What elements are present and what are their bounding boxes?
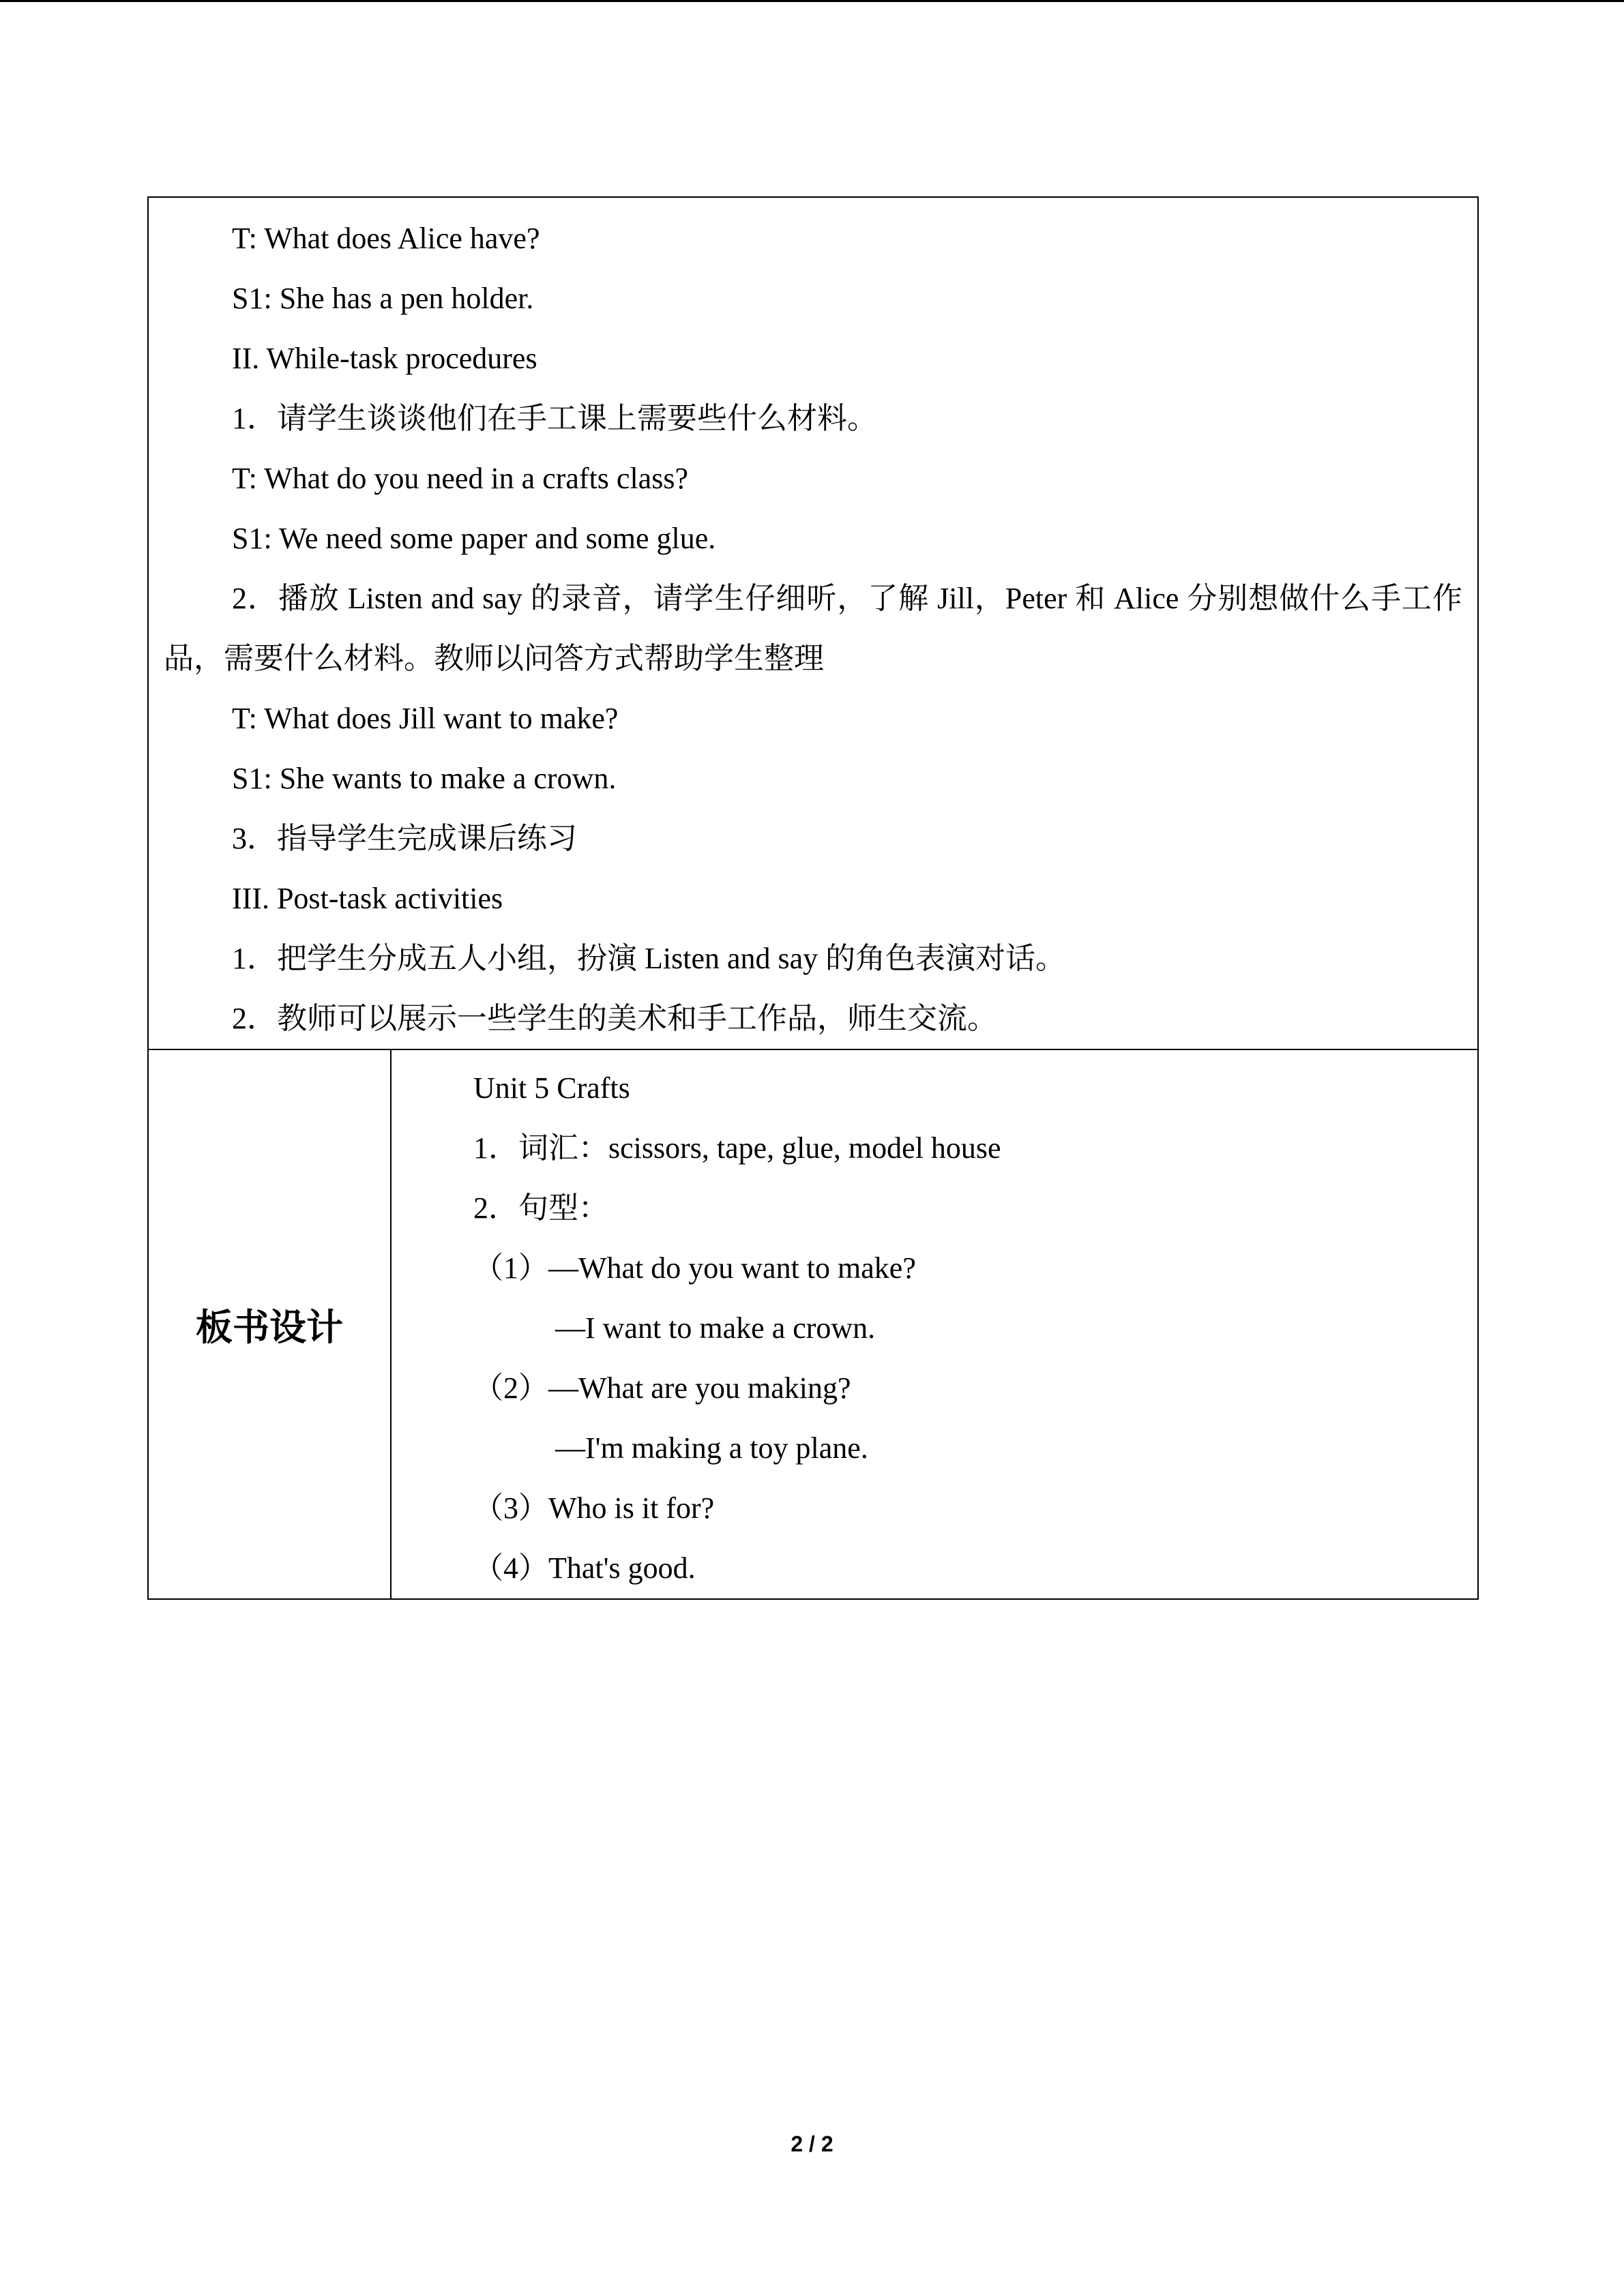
procedure-line: T: What does Jill want to make? — [232, 702, 619, 735]
board-line: （1）—What do you want to make? — [473, 1251, 916, 1285]
procedure-line: T: What do you need in a crafts class? — [232, 462, 688, 495]
procedure-line: S1: She wants to make a crown. — [232, 762, 617, 795]
section-heading: III. Post-task activities — [232, 882, 503, 915]
page-number: 2 / 2 — [791, 2132, 833, 2156]
board-title-cell — [148, 1049, 391, 1599]
procedure-line: S1: We need some paper and some glue. — [232, 522, 716, 555]
board-line: （4）That's good. — [473, 1551, 696, 1585]
board-line: （3）Who is it for? — [473, 1491, 715, 1525]
procedure-row — [148, 197, 1478, 1049]
board-content-cell — [391, 1049, 1478, 1599]
procedure-step: 1．把学生分成五人小组，扮演 Listen and say 的角色表演对话。 — [232, 942, 1066, 975]
board-line: （2）—What are you making? — [473, 1371, 851, 1405]
lesson-plan-table — [147, 196, 1479, 1600]
procedure-step: 2．播放 Listen and say 的录音，请学生仔细听，了解 Jill，Peter 和 Alice 分别想做什么手工作品，需要什么材料。教师以问答方式帮助学生整理 — [164, 582, 1462, 675]
section-heading: II. While-task procedures — [232, 342, 537, 375]
procedure-step: 3．指导学生完成课后练习 — [232, 822, 577, 855]
board-row — [148, 1049, 1478, 1599]
procedure-step: 2．教师可以展示一些学生的美术和手工作品，师生交流。 — [232, 1002, 997, 1035]
procedure-cell — [148, 197, 1478, 1049]
procedure-step: 1．请学生谈谈他们在手工课上需要些什么材料。 — [232, 402, 877, 435]
board-design-heading: 板书设计 — [196, 1305, 343, 1349]
board-line: 2．句型： — [473, 1191, 608, 1225]
top-border-line — [0, 0, 1624, 2]
procedure-line: T: What does Alice have? — [232, 222, 540, 255]
board-line: —I want to make a crown. — [555, 1311, 876, 1345]
board-line: 1．词汇：scissors, tape, glue, model house — [473, 1131, 1001, 1165]
board-line: Unit 5 Crafts — [473, 1071, 630, 1105]
board-line: —I'm making a toy plane. — [555, 1431, 868, 1465]
procedure-line: S1: She has a pen holder. — [232, 282, 534, 315]
